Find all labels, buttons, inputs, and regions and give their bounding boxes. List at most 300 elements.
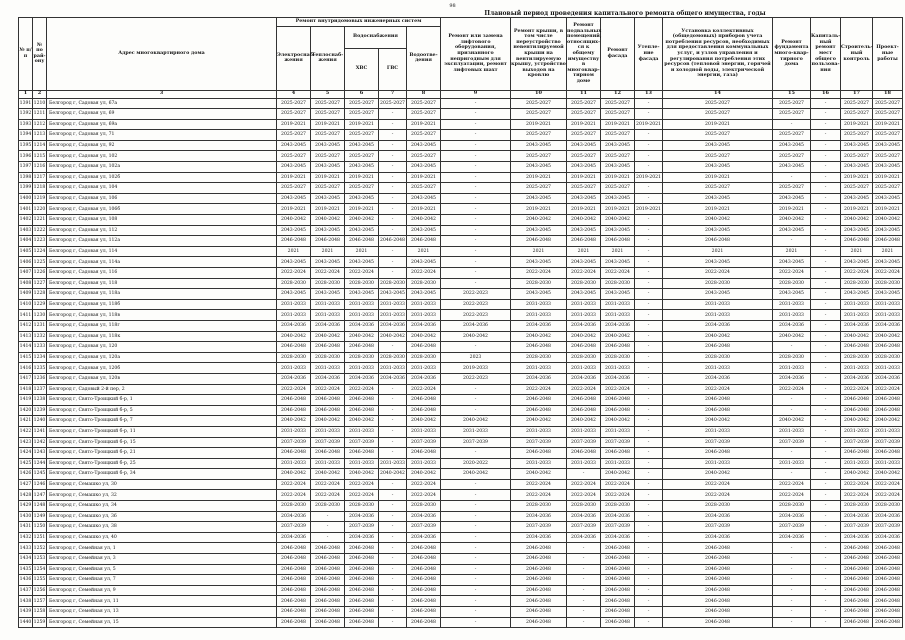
- period-cell: 2046-2048: [511, 575, 567, 586]
- period-cell: -: [311, 532, 345, 543]
- period-cell: -: [441, 490, 511, 501]
- period-cell: 2043-2045: [601, 225, 635, 236]
- period-cell: -: [379, 140, 407, 151]
- address-cell: Белгород г, Садовая ул, 106: [47, 193, 277, 204]
- period-cell: 2046-2048: [841, 585, 873, 596]
- period-cell: 2031-2033: [345, 310, 379, 321]
- index-cell: 1403: [19, 225, 33, 236]
- address-cell: Белгород г, Садовая ул, 114: [47, 246, 277, 257]
- period-cell: 2043-2045: [663, 162, 773, 173]
- period-cell: 2031-2033: [873, 299, 903, 310]
- index-cell: 1229: [33, 299, 47, 310]
- period-cell: -: [635, 140, 663, 151]
- period-cell: 2019-2021: [311, 172, 345, 183]
- column-number: 12: [601, 90, 635, 98]
- period-cell: 2031-2033: [311, 458, 345, 469]
- period-cell: 2022-2024: [663, 384, 773, 395]
- index-cell: 1400: [19, 193, 33, 204]
- period-cell: 2021: [311, 246, 345, 257]
- period-cell: -: [811, 236, 841, 247]
- period-cell: 2046-2048: [841, 543, 873, 554]
- period-cell: 2031-2033: [773, 299, 811, 310]
- address-cell: Белгород г, Садовая ул, 112а: [47, 236, 277, 247]
- period-cell: 2025-2027: [277, 109, 311, 120]
- period-cell: 2043-2045: [407, 257, 441, 268]
- period-cell: -: [635, 246, 663, 257]
- period-cell: 2046-2048: [407, 596, 441, 607]
- address-cell: Белгород г, Свято-Троицкий б-р, 34: [47, 469, 277, 480]
- period-cell: 2022-2024: [567, 384, 601, 395]
- period-cell: 2046-2048: [601, 448, 635, 459]
- period-cell: 2034-2036: [345, 511, 379, 522]
- index-cell: 1406: [19, 257, 33, 268]
- period-cell: 2031-2033: [511, 426, 567, 437]
- period-cell: 2043-2045: [407, 140, 441, 151]
- period-cell: 2034-2036: [511, 511, 567, 522]
- period-cell: 2028-2030: [379, 352, 407, 363]
- period-cell: 2025-2027: [663, 109, 773, 120]
- period-cell: 2043-2045: [841, 140, 873, 151]
- column-number: 10: [511, 90, 567, 98]
- address-cell: Белгород г, Садовый 2-й пер, 2: [47, 384, 277, 395]
- period-cell: 2028-2030: [511, 352, 567, 363]
- column-number: 14: [663, 90, 773, 98]
- period-cell: 2037-2039: [345, 522, 379, 533]
- period-cell: 2034-2036: [379, 373, 407, 384]
- period-cell: 2034-2036: [663, 532, 773, 543]
- period-cell: 2031-2033: [663, 299, 773, 310]
- index-cell: 1240: [33, 416, 47, 427]
- period-cell: 2025-2027: [873, 183, 903, 194]
- address-cell: Белгород г, Семейная ул, 1: [47, 543, 277, 554]
- period-cell: 2034-2036: [567, 511, 601, 522]
- period-cell: 2025-2027: [841, 183, 873, 194]
- address-cell: Белгород г, Свято-Троицкий б-р, 7: [47, 416, 277, 427]
- period-cell: 2043-2045: [773, 193, 811, 204]
- address-cell: Белгород г, Семашко ул, 36: [47, 511, 277, 522]
- period-cell: 2022-2024: [311, 268, 345, 279]
- period-cell: -: [811, 320, 841, 331]
- period-cell: 2034-2036: [441, 320, 511, 331]
- table-row: [19, 215, 903, 226]
- period-cell: 2046-2048: [601, 395, 635, 406]
- period-cell: 2046-2048: [663, 617, 773, 628]
- period-cell: 2019-2021: [663, 204, 773, 215]
- index-cell: 1235: [33, 363, 47, 374]
- period-cell: -: [811, 225, 841, 236]
- index-cell: 1427: [19, 479, 33, 490]
- period-cell: 2025-2027: [345, 130, 379, 141]
- period-cell: -: [635, 342, 663, 353]
- period-cell: 2019-2021: [841, 204, 873, 215]
- index-cell: 1437: [19, 585, 33, 596]
- period-cell: 2031-2033: [379, 363, 407, 374]
- period-cell: 2046-2048: [277, 575, 311, 586]
- period-cell: 2019-2021: [511, 204, 567, 215]
- period-cell: -: [635, 607, 663, 618]
- period-cell: 2043-2045: [311, 225, 345, 236]
- table-row: [19, 575, 903, 586]
- period-cell: 2025-2027: [773, 151, 811, 162]
- period-cell: 2043-2045: [345, 193, 379, 204]
- period-cell: 2034-2036: [277, 320, 311, 331]
- period-cell: -: [441, 575, 511, 586]
- period-cell: 2046-2048: [663, 405, 773, 416]
- period-cell: 2043-2045: [873, 162, 903, 173]
- period-cell: 2022-2024: [841, 479, 873, 490]
- header-gvs: ГВС: [379, 48, 407, 90]
- period-cell: -: [811, 310, 841, 321]
- period-cell: 2034-2036: [407, 511, 441, 522]
- period-cell: 2040-2042: [345, 469, 379, 480]
- period-cell: 2046-2048: [663, 575, 773, 586]
- period-cell: -: [811, 607, 841, 618]
- address-cell: Белгород г, Садовая ул, 118г: [47, 320, 277, 331]
- period-cell: 2040-2042: [441, 469, 511, 480]
- period-cell: 2040-2042: [379, 469, 407, 480]
- address-cell: Белгород г, Садовая ул, 71: [47, 130, 277, 141]
- period-cell: 2034-2036: [407, 373, 441, 384]
- index-cell: 1241: [33, 426, 47, 437]
- period-cell: 2019-2021: [277, 204, 311, 215]
- period-cell: -: [441, 246, 511, 257]
- index-cell: 1256: [33, 585, 47, 596]
- period-cell: 2022-2024: [773, 490, 811, 501]
- period-cell: 2031-2033: [311, 310, 345, 321]
- index-cell: 1234: [33, 352, 47, 363]
- index-cell: 1421: [19, 416, 33, 427]
- period-cell: -: [567, 564, 601, 575]
- period-cell: -: [379, 554, 407, 565]
- period-cell: 2043-2045: [345, 162, 379, 173]
- period-cell: 2022-2024: [873, 490, 903, 501]
- header-num: № п/п: [19, 18, 33, 91]
- period-cell: 2040-2042: [663, 331, 773, 342]
- period-cell: 2025-2027: [311, 151, 345, 162]
- period-cell: 2034-2036: [841, 320, 873, 331]
- period-cell: 2046-2048: [511, 617, 567, 628]
- period-cell: -: [441, 395, 511, 406]
- period-cell: -: [441, 448, 511, 459]
- period-cell: 2046-2048: [345, 236, 379, 247]
- column-number: 15: [773, 90, 811, 98]
- period-cell: 2043-2045: [773, 257, 811, 268]
- period-cell: 2040-2042: [311, 469, 345, 480]
- period-cell: 2037-2039: [567, 522, 601, 533]
- period-cell: 2031-2033: [311, 299, 345, 310]
- period-cell: -: [811, 373, 841, 384]
- period-cell: 2025-2027: [841, 151, 873, 162]
- period-cell: 2022-2024: [567, 268, 601, 279]
- period-cell: 2046-2048: [601, 575, 635, 586]
- period-cell: -: [811, 564, 841, 575]
- period-cell: -: [811, 331, 841, 342]
- period-cell: -: [441, 405, 511, 416]
- address-cell: Белгород г, Садовая ул, 120: [47, 342, 277, 353]
- address-cell: Белгород г, Садовая ул, 118в: [47, 310, 277, 321]
- period-cell: -: [379, 564, 407, 575]
- period-cell: 2031-2033: [277, 426, 311, 437]
- period-cell: 2019-2021: [345, 119, 379, 130]
- period-cell: 2046-2048: [277, 448, 311, 459]
- period-cell: 2022-2023: [441, 310, 511, 321]
- period-cell: 2022-2023: [441, 289, 511, 300]
- period-cell: 2031-2033: [773, 310, 811, 321]
- period-cell: -: [635, 98, 663, 109]
- period-cell: 2046-2048: [567, 395, 601, 406]
- header-electro: Электроснаб-жения: [277, 26, 311, 90]
- table-row: [19, 278, 903, 289]
- period-cell: 2028-2030: [345, 352, 379, 363]
- period-cell: -: [441, 564, 511, 575]
- period-cell: 2025-2027: [407, 151, 441, 162]
- period-cell: 2031-2033: [511, 299, 567, 310]
- period-cell: 2043-2045: [841, 289, 873, 300]
- header-water: Водоснабжения: [345, 26, 407, 48]
- period-cell: 2043-2045: [873, 140, 903, 151]
- address-cell: Белгород г, Садовая ул, 92: [47, 140, 277, 151]
- period-cell: -: [811, 585, 841, 596]
- period-cell: 2046-2048: [345, 395, 379, 406]
- period-cell: 2040-2042: [773, 331, 811, 342]
- period-cell: 2037-2039: [277, 437, 311, 448]
- period-cell: 2022-2024: [841, 490, 873, 501]
- period-cell: 2046-2048: [511, 448, 567, 459]
- period-cell: -: [811, 554, 841, 565]
- period-cell: 2043-2045: [311, 193, 345, 204]
- period-cell: 2025-2027: [873, 98, 903, 109]
- period-cell: 2025-2027: [277, 130, 311, 141]
- period-cell: -: [379, 246, 407, 257]
- period-cell: 2034-2036: [511, 320, 567, 331]
- period-cell: 2043-2045: [567, 162, 601, 173]
- period-cell: 2043-2045: [663, 140, 773, 151]
- period-cell: -: [811, 458, 841, 469]
- table-row: [19, 564, 903, 575]
- period-cell: 2031-2033: [345, 363, 379, 374]
- index-cell: 1422: [19, 426, 33, 437]
- table-row: [19, 257, 903, 268]
- period-cell: 2022-2024: [601, 268, 635, 279]
- period-cell: 2043-2045: [873, 193, 903, 204]
- period-cell: 2040-2042: [873, 416, 903, 427]
- period-cell: 2031-2033: [379, 458, 407, 469]
- period-cell: -: [441, 225, 511, 236]
- period-cell: -: [635, 257, 663, 268]
- period-cell: 2046-2048: [277, 607, 311, 618]
- period-cell: -: [567, 543, 601, 554]
- table-row: [19, 554, 903, 565]
- table-row: [19, 246, 903, 257]
- period-cell: 2040-2042: [511, 469, 567, 480]
- index-cell: 1210: [33, 98, 47, 109]
- period-cell: 2028-2030: [773, 278, 811, 289]
- index-cell: 1216: [33, 162, 47, 173]
- period-cell: 2040-2042: [511, 416, 567, 427]
- period-cell: -: [635, 384, 663, 395]
- index-cell: 1426: [19, 469, 33, 480]
- address-cell: Белгород г, Садовая ул, 116: [47, 268, 277, 279]
- period-cell: -: [379, 119, 407, 130]
- index-cell: 1439: [19, 607, 33, 618]
- address-cell: Белгород г, Свято-Троицкий б-р, 25: [47, 458, 277, 469]
- period-cell: 2019-2021: [663, 119, 773, 130]
- table-row: [19, 426, 903, 437]
- period-cell: 2022-2024: [407, 268, 441, 279]
- header-design: Проект-ные работы: [873, 18, 903, 91]
- period-cell: 2040-2042: [511, 215, 567, 226]
- period-cell: -: [441, 596, 511, 607]
- period-cell: 2025-2027: [345, 98, 379, 109]
- address-cell: Белгород г, Семейная ул, 13: [47, 607, 277, 618]
- period-cell: 2031-2033: [311, 426, 345, 437]
- period-cell: 2046-2048: [567, 342, 601, 353]
- period-cell: 2046-2048: [841, 607, 873, 618]
- index-cell: 1236: [33, 373, 47, 384]
- period-cell: 2019-2021: [773, 204, 811, 215]
- period-cell: 2043-2045: [311, 140, 345, 151]
- period-cell: 2025-2027: [511, 130, 567, 141]
- period-cell: 2037-2039: [873, 522, 903, 533]
- period-cell: 2034-2036: [601, 511, 635, 522]
- period-cell: -: [441, 236, 511, 247]
- index-cell: 1219: [33, 193, 47, 204]
- period-cell: 2031-2033: [567, 458, 601, 469]
- period-cell: 2025-2027: [345, 183, 379, 194]
- period-cell: 2022-2024: [511, 479, 567, 490]
- period-cell: 2022-2024: [511, 490, 567, 501]
- period-cell: -: [811, 172, 841, 183]
- index-cell: 1252: [33, 543, 47, 554]
- period-cell: 2043-2045: [567, 225, 601, 236]
- period-cell: 2031-2033: [345, 299, 379, 310]
- index-cell: 1226: [33, 268, 47, 279]
- period-cell: 2019-2021: [311, 119, 345, 130]
- period-cell: 2025-2027: [873, 109, 903, 120]
- period-cell: 2046-2048: [601, 554, 635, 565]
- period-cell: 2046-2048: [873, 342, 903, 353]
- period-cell: 2022-2023: [441, 373, 511, 384]
- period-cell: 2046-2048: [601, 405, 635, 416]
- index-cell: 1417: [19, 373, 33, 384]
- period-cell: 2040-2042: [773, 215, 811, 226]
- period-cell: 2034-2036: [873, 511, 903, 522]
- header-meters: Установка коллективных (общедомовых) приборов учета потребления ресурсов, необходимых для предоставления коммунальных услуг, и узлов управления и регулирования потребления этих ресурсов (тепловой энергии, горячей и холодной воды, электрической энергии, газа): [663, 18, 773, 91]
- period-cell: 2046-2048: [873, 405, 903, 416]
- period-cell: 2046-2048: [873, 236, 903, 247]
- period-cell: 2040-2042: [873, 331, 903, 342]
- index-cell: 1253: [33, 554, 47, 565]
- period-cell: 2019-2021: [511, 172, 567, 183]
- period-cell: -: [635, 109, 663, 120]
- table-row: [19, 607, 903, 618]
- period-cell: 2046-2048: [345, 585, 379, 596]
- period-cell: 2031-2033: [841, 363, 873, 374]
- period-cell: 2034-2036: [277, 532, 311, 543]
- period-cell: -: [567, 617, 601, 628]
- period-cell: 2043-2045: [511, 193, 567, 204]
- period-cell: -: [811, 193, 841, 204]
- period-cell: 2028-2030: [873, 501, 903, 512]
- period-cell: 2031-2033: [601, 426, 635, 437]
- period-cell: 2043-2045: [873, 289, 903, 300]
- period-cell: 2046-2048: [277, 342, 311, 353]
- period-cell: 2025-2027: [601, 130, 635, 141]
- period-cell: 2046-2048: [407, 543, 441, 554]
- period-cell: -: [635, 458, 663, 469]
- period-cell: 2046-2048: [311, 405, 345, 416]
- period-cell: 2040-2042: [873, 469, 903, 480]
- period-cell: 2040-2042: [277, 416, 311, 427]
- period-cell: 2022-2024: [773, 479, 811, 490]
- period-cell: -: [441, 119, 511, 130]
- period-cell: 2022-2024: [311, 479, 345, 490]
- index-cell: 1423: [19, 437, 33, 448]
- period-cell: -: [635, 617, 663, 628]
- period-cell: -: [635, 543, 663, 554]
- period-cell: 2037-2039: [663, 522, 773, 533]
- address-cell: Белгород г, Семейная ул, 5: [47, 564, 277, 575]
- period-cell: 2040-2042: [567, 215, 601, 226]
- address-cell: Белгород г, Свято-Троицкий б-р, 15: [47, 437, 277, 448]
- period-cell: 2021: [601, 246, 635, 257]
- period-cell: -: [379, 501, 407, 512]
- period-cell: 2028-2030: [407, 501, 441, 512]
- period-cell: 2043-2045: [601, 193, 635, 204]
- period-cell: 2028-2030: [345, 501, 379, 512]
- period-cell: -: [379, 490, 407, 501]
- index-cell: 1217: [33, 172, 47, 183]
- period-cell: 2034-2036: [277, 373, 311, 384]
- period-cell: -: [811, 278, 841, 289]
- period-cell: 2025-2027: [773, 98, 811, 109]
- table-row: [19, 532, 903, 543]
- period-cell: -: [441, 130, 511, 141]
- period-cell: 2040-2042: [601, 469, 635, 480]
- period-cell: -: [379, 543, 407, 554]
- period-cell: 2022-2024: [407, 384, 441, 395]
- period-cell: 2046-2048: [407, 617, 441, 628]
- period-cell: -: [635, 151, 663, 162]
- period-cell: 2022-2024: [567, 479, 601, 490]
- period-cell: 2046-2048: [277, 543, 311, 554]
- period-cell: -: [635, 130, 663, 141]
- period-cell: 2040-2042: [601, 215, 635, 226]
- period-cell: 2019-2021: [601, 119, 635, 130]
- index-cell: 1412: [19, 320, 33, 331]
- table-row: [19, 416, 903, 427]
- index-cell: 1419: [19, 395, 33, 406]
- period-cell: -: [379, 532, 407, 543]
- period-cell: 2043-2045: [379, 289, 407, 300]
- table-row: [19, 109, 903, 120]
- index-cell: 1248: [33, 501, 47, 512]
- period-cell: 2031-2033: [277, 458, 311, 469]
- period-cell: -: [567, 469, 601, 480]
- period-cell: -: [567, 596, 601, 607]
- period-cell: 2046-2048: [873, 543, 903, 554]
- period-cell: 2022-2024: [277, 384, 311, 395]
- period-cell: -: [811, 183, 841, 194]
- period-cell: 2043-2045: [773, 162, 811, 173]
- table-row: [19, 310, 903, 321]
- index-cell: 1429: [19, 501, 33, 512]
- period-cell: 2025-2027: [601, 183, 635, 194]
- address-cell: Белгород г, Садовая ул, 102б: [47, 172, 277, 183]
- period-cell: -: [811, 501, 841, 512]
- period-cell: -: [811, 479, 841, 490]
- period-cell: 2046-2048: [407, 554, 441, 565]
